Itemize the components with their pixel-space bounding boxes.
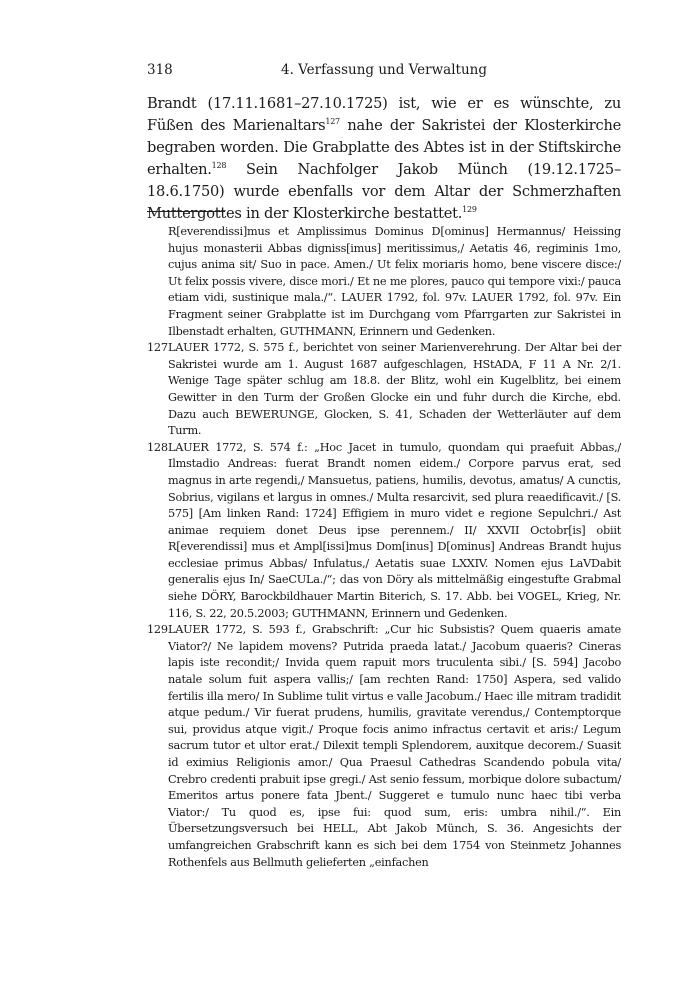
main-text <box>147 93 621 225</box>
footnote-reference: 129 <box>462 205 477 214</box>
body-text-segment: nahe der Sakristei der Klosterkirche begraben worden. Die Grabplatte des Abtes ist in der Stiftskirche erhalten. <box>147 117 621 178</box>
footnote-text: LAUER 1772, S. 574 f.: „Hoc Jacet in tumulo, quondam qui praefuit Abbas,/ Ilmstadio Andreas: fuerat Brandt nomen eidem./ Corpore parvus erat, sed magnus in arte regendi,/ Mansuetus, patiens, humilis, devotus, amatus/ A cunctis, Sobrius, vigilans et largus in omnes./ Multa resarcivit, sed plura reaedificavit./ [S. 575] [Am linken Rand: 1724] Effigiem in muro videt e regione Sepulchri./ Ast animae requiem donet Deus ipse perennem./ II/ XXVII Octobr[is] obiit R[everendissi] mus et Ampl[issi]mus Dom[inus] D[ominus] Andreas Brandt hujus ecclesiae primus Abbas/ Infulatus,/ Aetatis suae LXXIV. Nomen ejus LaVDabit generalis ejus In/ SaeCULa./“; das von Döry als mittelmäßig eingestufte Grabmal siehe DÖRY, Barockbildhauer Martin Biterich, S. 17. Abb. bei VOGEL, Krieg, Nr. 116, S. 22, 20.5.2003; GUTHMANN, Erinnern und Gedenken. <box>168 440 621 620</box>
footnote <box>147 622 621 871</box>
footnote-number: 128 <box>147 440 168 454</box>
footnote-text: LAUER 1772, S. 593 f., Grabschrift: „Cur hic Subsistis? Quem quaeris amate Viator?/ Ne lapidem movens? Putrida praeda latat./ Jacobum quaeris? Cineras lapis iste recondit;/ Invida quem rapuit mors truculenta sibi./ [S. 594] Jacobo natale solum fuit aspera vallis;/ [am rechten Rand: 1750] Aspera, sed valido fertilis illa mero/ In Sublime tulit virtus e valle Jacobum./ Haec ille mitram tradidit atque pedum./ Vir fuerat prudens, humilis, gravitate verendus,/ Contemptorque sui, providus atque vigit./ Proque focis animo infractus certavit et aris:/ Legum sacrum tutor et ultor erat./ Dilexit templi Splendorem, auxitque decorem./ Suasit id eximius Religionis amor./ Qua Praesul Cathedras Scandendo pobula vita/ Crebro credenti prabuit ipse gregi./ Ast senio fessum, morbique dolore subactum/ Emeritos artus ponere fata Jbent./ Suggeret e tumulo nunc haec tibi verba Viator:/ Tu quod es, ipse fui: quod sum, eris: umbra nihil./“. Ein Übersetzungsversuch bei HELL, Abt Jakob Münch, S. 36. Angesichts der umfangreichen Grabschrift kann es sich bei dem 1754 von Steinmetz Johannes Rothenfels aus Bellmuth gelieferten „einfachen <box>168 623 621 869</box>
footnote <box>147 224 621 340</box>
body-text-segment: Sein Nachfolger Jakob Münch (19.12.1725–18.6.1750) wurde ebenfalls vor dem Altar der Schmerzhaften Muttergottes in der Klosterkirche bestattet. <box>147 161 621 222</box>
footnotes <box>147 224 621 871</box>
page-number: 318 <box>147 62 173 78</box>
footnote <box>147 340 621 440</box>
body-text-segment: Brandt (17.11.1681–27.10.1725) ist, wie er es wünschte, zu Füßen des Marienaltars <box>147 95 621 134</box>
body-paragraph <box>147 93 621 225</box>
footnote-text: R[everendissi]mus et Amplissimus Dominus D[ominus] Hermannus/ Heissing hujus monasterii Abbas digniss[imus] meritissimus,/ Aetatis 46, regiminis 1mo, cujus anima sit/ Suo in pace. Amen./ Ut felix moriaris homo, bene viscere disce:/ Ut felix possis vivere, disce mori./ Et ne me plores, pauco qui tempore vixi:/ pauca etiam vidi, sustinique mala./“. LAUER 1792, fol. 97v. LAUER 1792, fol. 97v. Ein Fragment seiner Grabplatte ist im Durchgang vom Pfarrgarten zur Sakristei in Ilbenstadt erhalten, GUTHMANN, Erinnern und Gedenken. <box>168 225 621 338</box>
footnote-separator <box>147 211 225 212</box>
footnote-text: LAUER 1772, S. 575 f., berichtet von seiner Marienverehrung. Der Altar bei der Sakristei wurde am 1. August 1687 aufgeschlagen, HStADA, F 11 A Nr. 2/1. Wenige Tage später schlug am 18.8. der Blitz, wohl ein Kugelblitz, bei einem Gewitter in den Turm der Großen Glocke ein und fuhr durch die Kirche, ebd. Dazu auch BEWERUNGE, Glocken, S. 41, Schaden der Wetterläuter auf dem Turm. <box>168 341 621 438</box>
footnote-number: 127 <box>147 341 168 355</box>
page-header <box>147 62 621 82</box>
footnote-reference: 127 <box>325 117 340 126</box>
footnote <box>147 440 621 623</box>
running-title: 4. Verfassung und Verwaltung <box>280 62 487 78</box>
footnote-reference: 128 <box>211 161 227 170</box>
footnote-number: 129 <box>147 623 168 637</box>
